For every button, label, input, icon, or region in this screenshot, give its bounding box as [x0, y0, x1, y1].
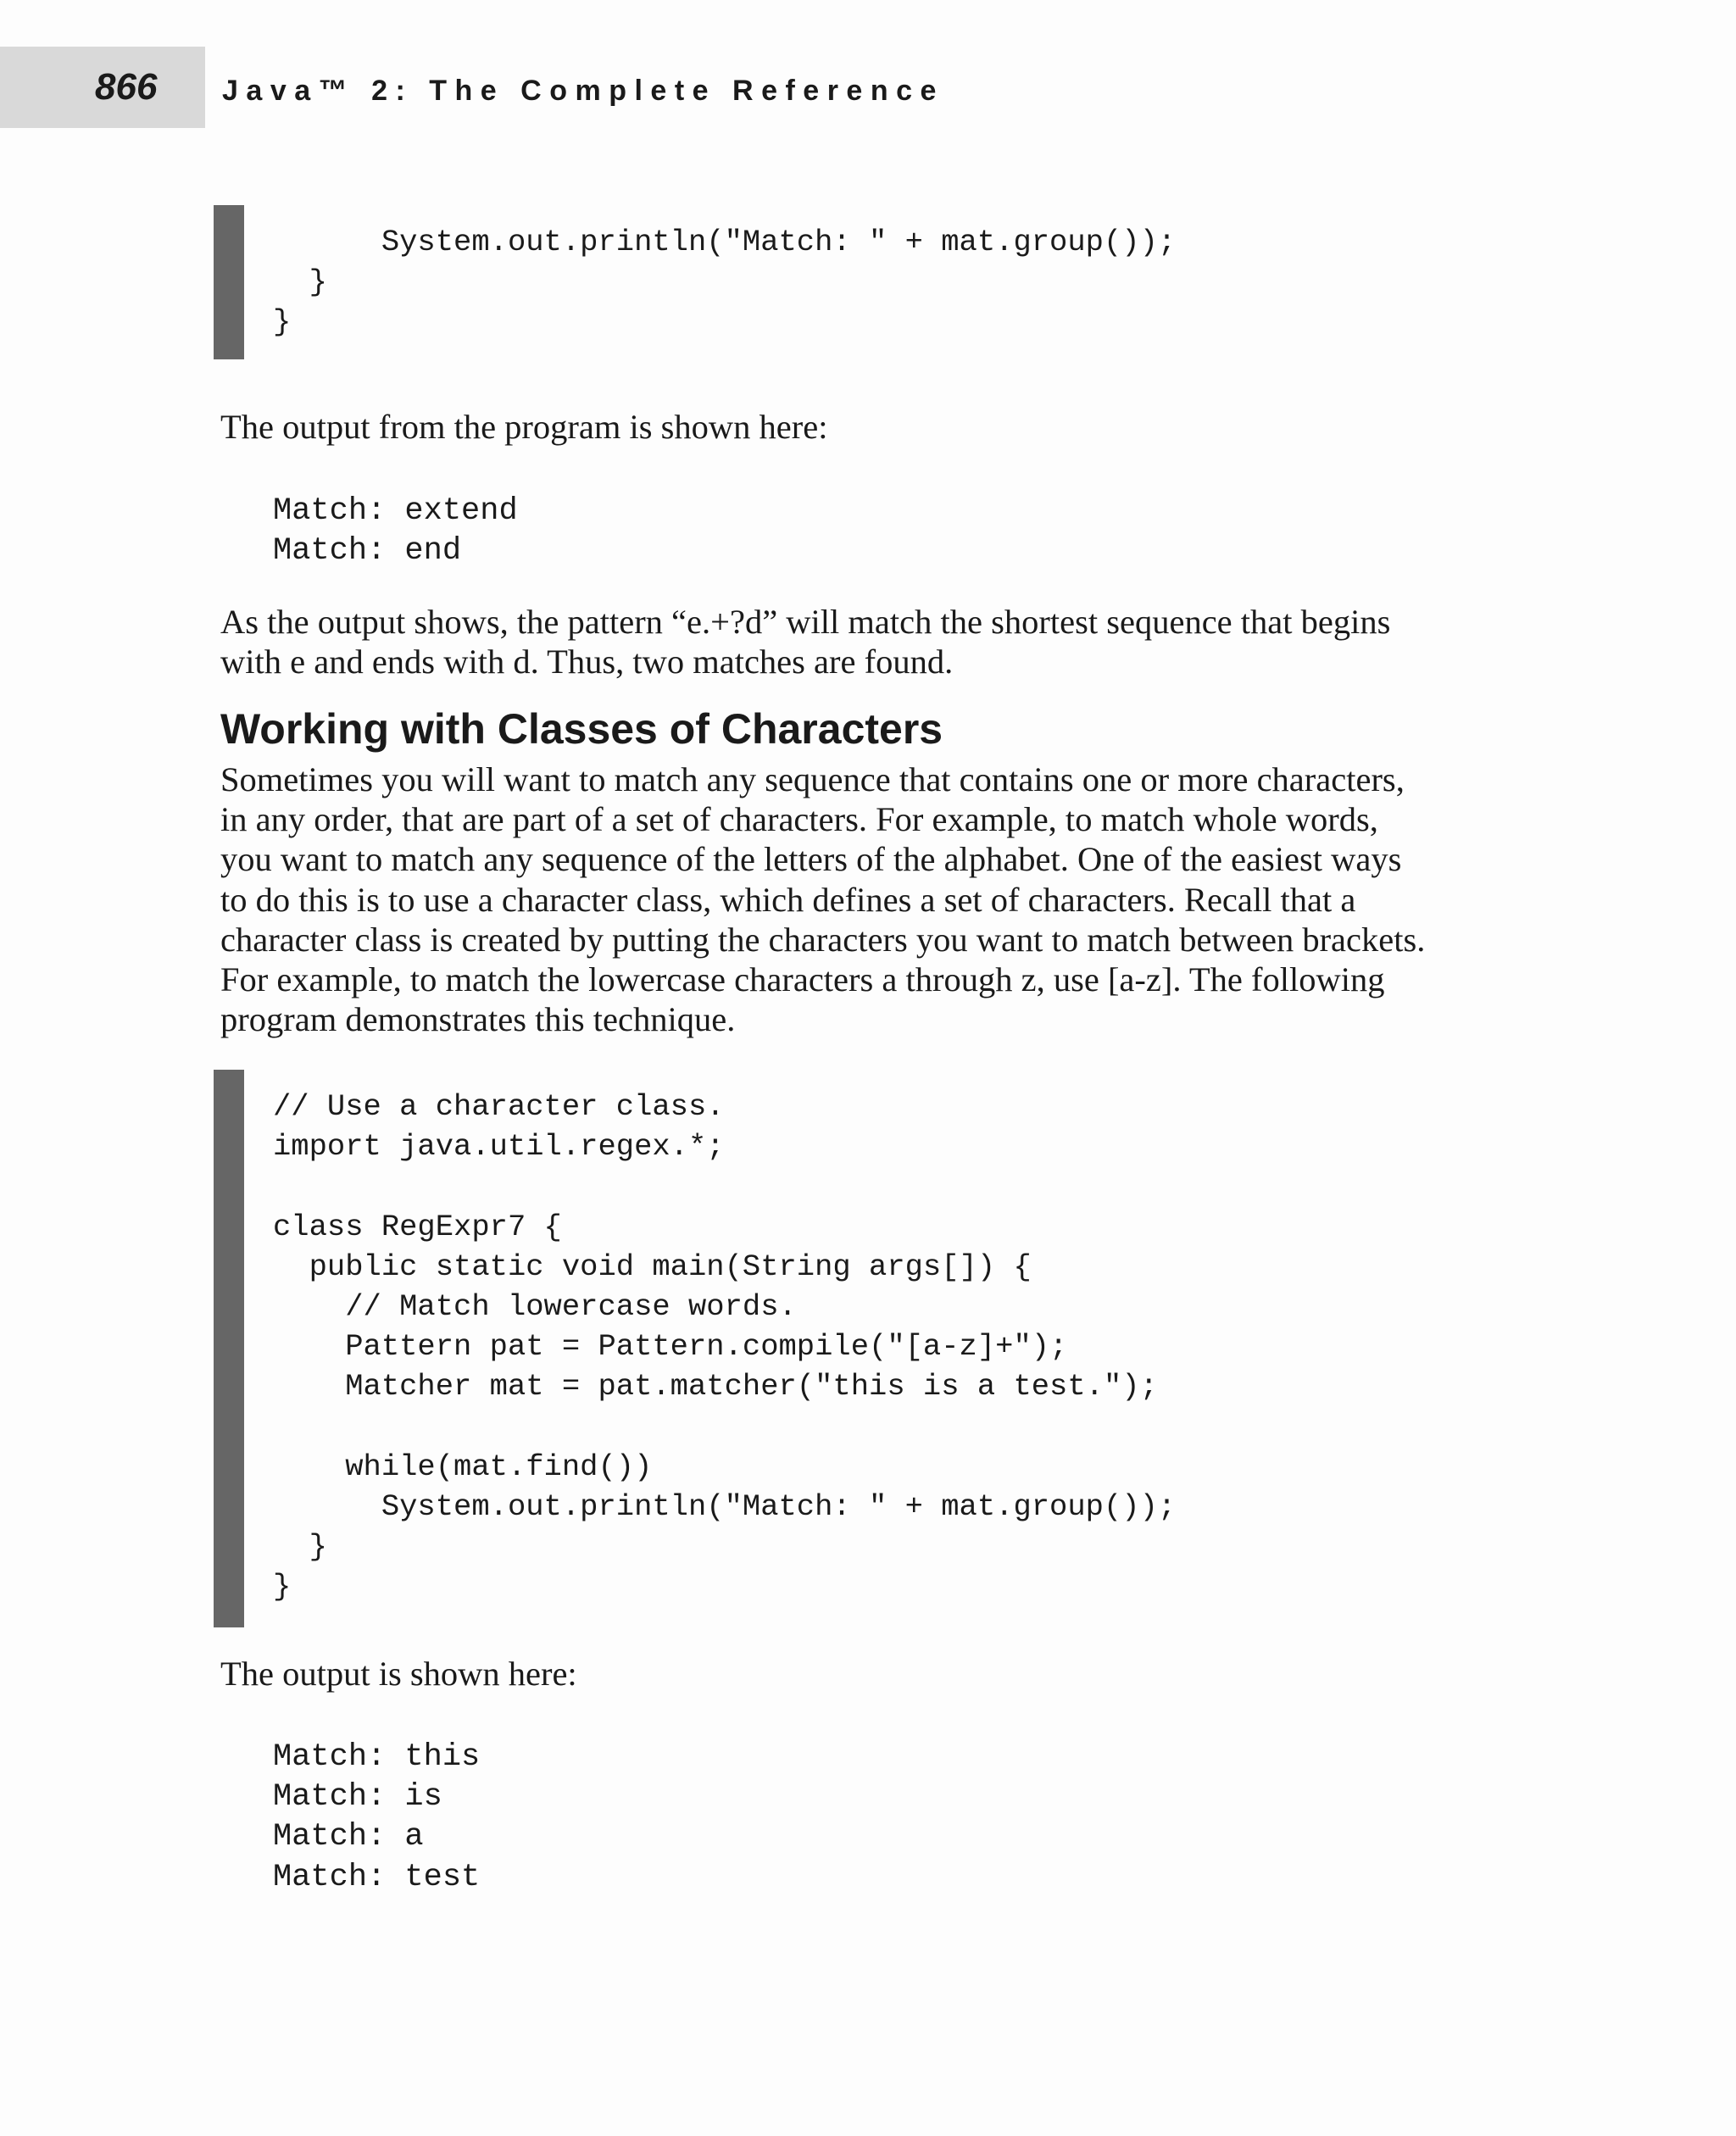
text-line: For example, to match the lowercase characters a through z, use [a-z]. The following — [220, 960, 1385, 999]
paragraph-character-classes — [220, 759, 1425, 1039]
paragraph-output-intro: The output from the program is shown here: — [220, 408, 828, 446]
program-output-2 — [273, 1738, 480, 1898]
page-number: 866 — [95, 66, 158, 108]
code-line: System.out.println("Match: " + mat.group()); — [273, 225, 1177, 259]
program-output-1 — [273, 492, 518, 571]
code-line: class RegExpr7 { — [273, 1209, 562, 1244]
code-line: Matcher mat = pat.matcher("this is a test."); — [273, 1369, 1158, 1405]
code-line: } — [273, 264, 327, 300]
code-block-regexpr7 — [273, 1087, 1176, 1607]
code-block-bar — [214, 205, 244, 359]
text-line: you want to match any sequence of the letters of the alphabet. One of the easiest ways — [220, 840, 1402, 879]
code-line: Pattern pat = Pattern.compile("[a-z]+"); — [273, 1329, 1068, 1365]
text-line: As the output shows, the pattern “e.+?d” will match the shortest sequence that begins — [220, 603, 1391, 641]
text-line: with e and ends with d. Thus, two matches are found. — [220, 642, 954, 681]
code-line: } — [273, 1529, 327, 1565]
code-line: public static void main(String args[]) { — [273, 1249, 1032, 1284]
running-head: Java™ 2: The Complete Reference — [222, 75, 944, 107]
output-line: Match: end — [273, 533, 462, 570]
code-line: } — [273, 1569, 292, 1605]
output-line: Match: test — [273, 1859, 481, 1895]
code-line: // Match lowercase words. — [273, 1289, 797, 1325]
text-line: character class is created by putting the characters you want to match between brackets. — [220, 920, 1426, 959]
paragraph-explanation — [220, 602, 1390, 681]
text-line: in any order, that are part of a set of characters. For example, to match whole words, — [220, 800, 1378, 839]
output-line: Match: a — [273, 1819, 424, 1855]
text-line: program demonstrates this technique. — [220, 1000, 736, 1039]
output-line: Match: extend — [273, 493, 518, 529]
text-line: Sometimes you will want to match any sequence that contains one or more characters, — [220, 760, 1405, 798]
code-line: System.out.println("Match: " + mat.group()); — [273, 1489, 1177, 1525]
code-line: // Use a character class. — [273, 1089, 725, 1124]
text-line: to do this is to use a character class, which defines a set of characters. Recall that a — [220, 880, 1356, 919]
code-block-top — [273, 222, 1176, 342]
code-line: } — [273, 304, 292, 340]
section-heading: Working with Classes of Characters — [220, 705, 943, 753]
code-line: while(mat.find()) — [273, 1449, 653, 1484]
output-line: Match: is — [273, 1779, 442, 1816]
output-line: Match: this — [273, 1739, 481, 1775]
code-block-bar — [214, 1070, 244, 1627]
paragraph-output-intro-2: The output is shown here: — [220, 1655, 577, 1693]
code-line: import java.util.regex.*; — [273, 1129, 725, 1165]
